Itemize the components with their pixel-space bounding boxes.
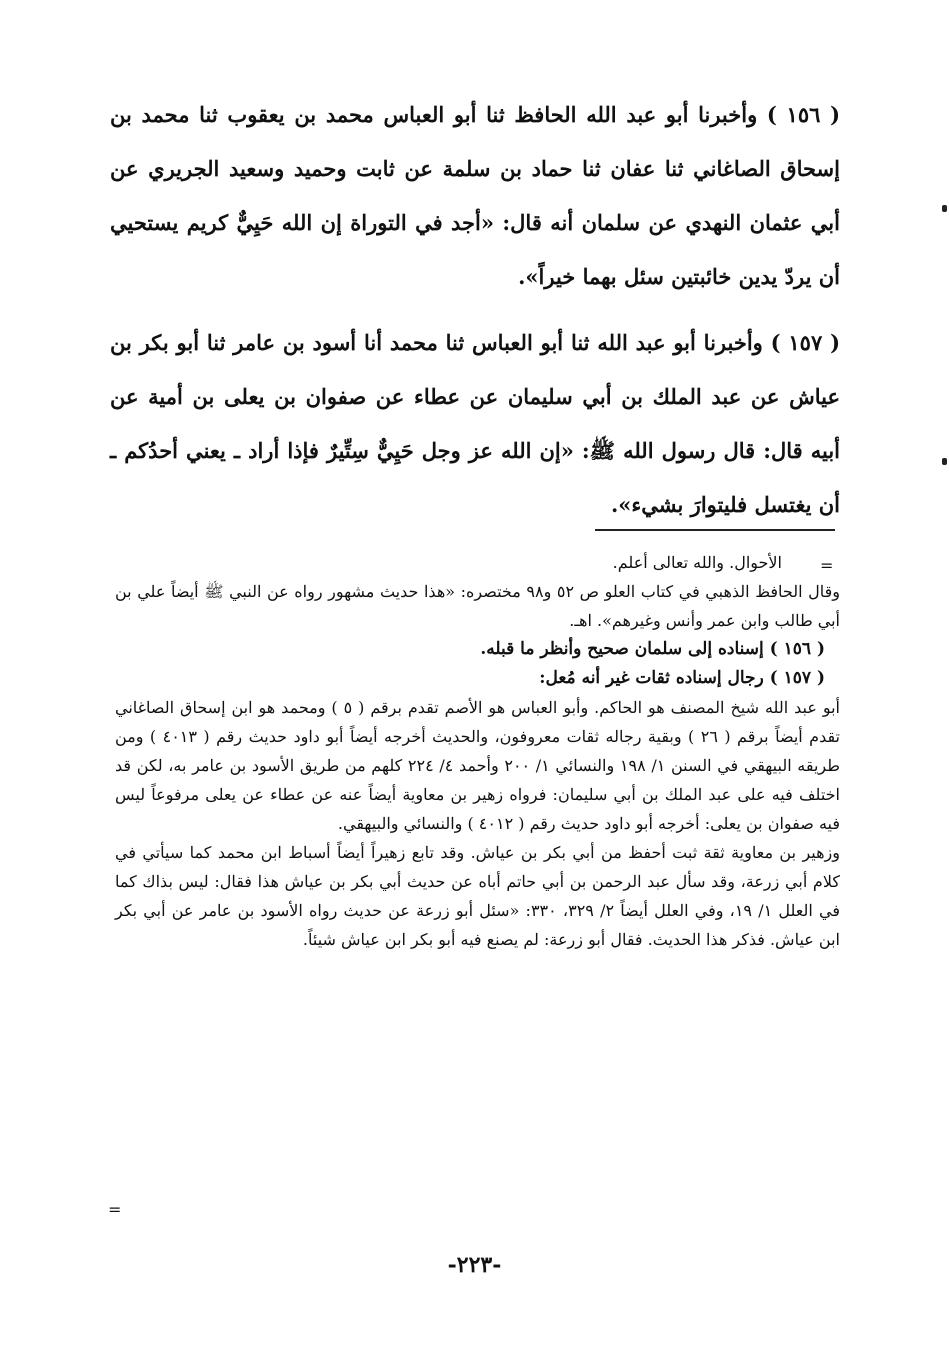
footnote-157-body-continued: وزهير بن معاوية ثقة ثبت أحفظ من أبي بكر بن عياش. وقد تابع زهيراً أيضاً أسباط ابن محمد كما سيأتي في كلام أبي زرعة، وقد سأل عبد الرحمن بن أبي حاتم أباه عن حديث أبي بكر بن عياش هذا فقال: ليس بذاك كما في العلل ١/ ١٩، وفي العلل أيضاً ٢/ ٣٢٩، ٣٣٠: «سئل أبو زرعة عن حديث رواه الأسود بن عامر عن أبي بكر ابن عياش. فذكر هذا الحديث. فقال أبو زرعة: لم يصنع فيه أبو بكر ابن عياش شيئاً. [115,843,841,949]
margin-speck [942,205,947,212]
hadith-number: ( ١٥٦ ) [766,102,841,127]
hadith-156 [110,88,840,304]
continuation-mark-bottom: = [108,1200,122,1219]
continuation-mark-top: = [820,556,834,575]
main-text [110,88,840,544]
footnote-separator [595,529,835,531]
footnote-156: ( ١٥٦ ) إسناده إلى سلمان صحيح وأنظر ما قبله. [480,639,825,659]
hadith-number: ( ١٥٧ ) [770,330,841,355]
hadith-157 [110,316,840,532]
margin-speck [942,458,947,465]
page-number: -٢٢٣- [447,1252,502,1278]
footnote-line: وقال الحافظ الذهبي في كتاب العلو ص ٥٢ و٩٨ مختصره: «هذا حديث مشهور رواه عن النبي ﷺ أيضاً علي بن أبي طالب وابن عمر وأنس وغيرهم». اهـ. [115,582,841,630]
hadith-text: وأخبرنا أبو عبد الله الحافظ ثنا أبو العباس محمد بن يعقوب ثنا محمد بن إسحاق الصاغاني ثنا عفان ثنا حماد بن سلمة عن ثابت وحميد وسعيد الجريري عن أبي عثمان النهدي عن سلمان أنه قال: «أجد في التوراة إن الله حَيِيٌّ كريم يستحيي أن يردّ يدين خائبتين سئل بهما خيراً». [110,102,840,289]
footnote-line: الأحوال. والله تعالى أعلم. [612,553,782,572]
footnote-157-heading: ( ١٥٧ ) رجال إسناده ثقات غير أنه مُعل: [539,668,825,688]
hadith-text: وأخبرنا أبو عبد الله ثنا أبو العباس ثنا محمد أنا أسود بن عامر ثنا أبو بكر بن عياش عن عبد الملك بن أبي سليمان عن عطاء عن صفوان بن يعلى بن أمية عن أبيه قال: قال رسول الله ﷺ: «إن الله عز وجل حَيِيٌّ سِتِّيرٌ فإذا أراد ـ يعني أحدُكم ـ أن يغتسل فليتوارَ بشيء». [110,330,840,517]
footnote-157-body: أبو عبد الله شيخ المصنف هو الحاكم. وأبو العباس هو الأصم تقدم برقم ( ٥ ) ومحمد هو ابن إسحاق الصاغاني تقدم أيضاً برقم ( ٢٦ ) وبقية رجاله ثقات معروفون، والحديث أخرجه أيضاً أبو داود حديث رقم ( ٤٠١٣ ) ومن طريقه البيهقي في السنن ١/ ١٩٨ والنسائي ١/ ٢٠٠ وأحمد ٤/ ٢٢٤ كلهم من طريق الأسود بن عامر به، لكن قد اختلف فيه على عبد الملك بن أبي سليمان: فرواه زهير بن معاوية أيضاً عنه عن عطاء عن يعلى مرفوعاً ليس فيه صفوان بن يعلى: أخرجه أبو داود حديث رقم ( ٤٠١٢ ) والنسائي والبيهقي. [115,698,841,833]
footnotes [115,548,840,954]
